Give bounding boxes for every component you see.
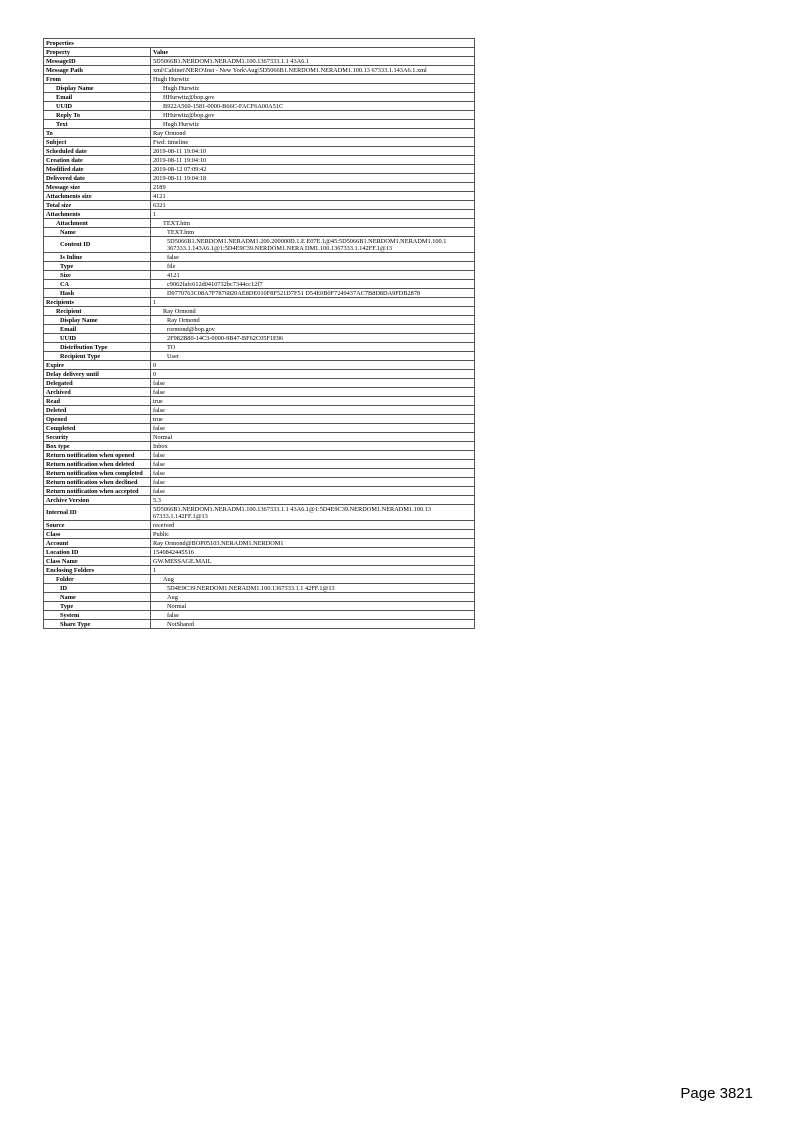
property-name: Display Name: [44, 84, 151, 93]
property-name: UUID: [44, 334, 151, 343]
property-name: Is Inline: [44, 253, 151, 262]
table-row: [44, 183, 475, 192]
table-row: [44, 201, 475, 210]
property-name: Distribution Type: [44, 343, 151, 352]
table-row: [44, 66, 475, 75]
property-value: Hugh Hurwitz: [151, 120, 475, 129]
property-name: Name: [44, 593, 151, 602]
property-name: Subject: [44, 138, 151, 147]
property-value: file: [151, 262, 475, 271]
property-name: Delegated: [44, 379, 151, 388]
property-value: false: [151, 460, 475, 469]
property-name: Text: [44, 120, 151, 129]
table-row: [44, 228, 475, 237]
property-value: GW.MESSAGE.MAIL: [151, 557, 475, 566]
property-value: TEXT.htm: [151, 228, 475, 237]
table-row: [44, 138, 475, 147]
table-row: [44, 147, 475, 156]
table-row: [44, 280, 475, 289]
table-row: [44, 129, 475, 138]
table-row: [44, 352, 475, 361]
properties-table: [43, 38, 475, 629]
property-value: 1: [151, 298, 475, 307]
table-row: [44, 237, 475, 253]
property-name: ID: [44, 584, 151, 593]
property-name: Completed: [44, 424, 151, 433]
property-name: Archive Version: [44, 496, 151, 505]
page-number: Page 3821: [680, 1085, 753, 1102]
properties-table-body: [44, 39, 475, 629]
property-value: true: [151, 415, 475, 424]
property-name: MessageID: [44, 57, 151, 66]
property-name: Delivered date: [44, 174, 151, 183]
table-row: [44, 530, 475, 539]
property-name: Security: [44, 433, 151, 442]
property-name: Scheduled date: [44, 147, 151, 156]
table-row: [44, 298, 475, 307]
property-name: Class: [44, 530, 151, 539]
table-row: [44, 611, 475, 620]
property-name: Delay delivery until: [44, 370, 151, 379]
property-name: Message size: [44, 183, 151, 192]
property-value: 5.3: [151, 496, 475, 505]
column-header-value: Value: [151, 48, 475, 57]
property-name: Box type: [44, 442, 151, 451]
table-row: [44, 165, 475, 174]
property-name: Type: [44, 602, 151, 611]
property-value: Fwd: timeline: [151, 138, 475, 147]
property-name: Account: [44, 539, 151, 548]
property-value: TO: [151, 343, 475, 352]
table-row: [44, 584, 475, 593]
property-value: 4121: [151, 271, 475, 280]
table-row: [44, 343, 475, 352]
property-value: 2019-08-11 19:04:10: [151, 156, 475, 165]
table-row: [44, 111, 475, 120]
property-value: Ray Ormond: [151, 307, 475, 316]
property-value: false: [151, 451, 475, 460]
table-row: [44, 602, 475, 611]
table-row: [44, 469, 475, 478]
property-value: Normal: [151, 433, 475, 442]
property-value: Public: [151, 530, 475, 539]
table-title-row: [44, 39, 475, 48]
table-row: [44, 192, 475, 201]
property-value: 0: [151, 370, 475, 379]
property-name: Archived: [44, 388, 151, 397]
property-value: 2019-08-11 19:04:10: [151, 147, 475, 156]
table-row: [44, 487, 475, 496]
table-row: [44, 93, 475, 102]
property-name: Name: [44, 228, 151, 237]
table-row: [44, 566, 475, 575]
property-name: Modified date: [44, 165, 151, 174]
property-name: Creation date: [44, 156, 151, 165]
property-value: TEXT.htm: [151, 219, 475, 228]
table-row: [44, 156, 475, 165]
property-name: Opened: [44, 415, 151, 424]
property-value: Ray Ormond: [151, 316, 475, 325]
property-name: Source: [44, 521, 151, 530]
property-value: false: [151, 611, 475, 620]
property-value: HHurwitz@bop.gov: [151, 93, 475, 102]
property-name: Attachments: [44, 210, 151, 219]
property-value: false: [151, 253, 475, 262]
table-row: [44, 415, 475, 424]
property-name: Return notification when declined: [44, 478, 151, 487]
property-value: 4121: [151, 192, 475, 201]
table-row: [44, 539, 475, 548]
property-value: B922A560-1581-0000-B66C-FACF6A00A51C: [151, 102, 475, 111]
table-row: [44, 424, 475, 433]
property-value: Ray Ormond@BOP05103.NERADM1.NERDOM1: [151, 539, 475, 548]
property-name: Hash: [44, 289, 151, 298]
table-row: [44, 210, 475, 219]
table-row: [44, 593, 475, 602]
table-row: [44, 406, 475, 415]
property-name: Message Path: [44, 66, 151, 75]
property-name: Folder: [44, 575, 151, 584]
property-name: Reply To: [44, 111, 151, 120]
property-name: Email: [44, 325, 151, 334]
property-value: false: [151, 424, 475, 433]
property-name: Type: [44, 262, 151, 271]
table-row: [44, 75, 475, 84]
table-row: [44, 370, 475, 379]
property-name: Size: [44, 271, 151, 280]
table-row: [44, 307, 475, 316]
table-row: [44, 460, 475, 469]
table-row: [44, 271, 475, 280]
property-value: 6321: [151, 201, 475, 210]
table-row: [44, 442, 475, 451]
property-value: Aug: [151, 575, 475, 584]
property-value: Hugh Hurwitz: [151, 75, 475, 84]
property-value: 5D5066B1.NERDOM1.NERADM1.100.1367333.1.1 43A6.1@1:5D4E9C39.NERDOM1.NERADM1.100.13 67333.1.142FF.1@13: [151, 505, 475, 521]
property-name: Attachments size: [44, 192, 151, 201]
property-value: 5D5066B1.NERDOM1.NERADM1.100.1367333.1.1 43A6.1: [151, 57, 475, 66]
property-name: Enclosing Folders: [44, 566, 151, 575]
table-row: [44, 557, 475, 566]
property-value: Ray Ormond: [151, 129, 475, 138]
property-value: false: [151, 469, 475, 478]
property-name: Internal ID: [44, 505, 151, 521]
table-row: [44, 120, 475, 129]
property-name: Content ID: [44, 237, 151, 253]
table-row: [44, 57, 475, 66]
table-row: [44, 219, 475, 228]
property-value: 1: [151, 566, 475, 575]
property-name: Return notification when opened: [44, 451, 151, 460]
property-value: c9062fafc612d0410732bc7344cc12f7: [151, 280, 475, 289]
table-row: [44, 397, 475, 406]
property-name: Attachment: [44, 219, 151, 228]
table-row: [44, 361, 475, 370]
property-value: rormond@bop.gov: [151, 325, 475, 334]
property-value: HHurwitz@bop.gov: [151, 111, 475, 120]
property-value: User: [151, 352, 475, 361]
table-row: [44, 388, 475, 397]
property-name: To: [44, 129, 151, 138]
property-value: xml\Cabinet\NERO\Inst - New York\Aug\5D5066B1.NERDOM1.NERADM1.100.13 67333.1.143A6.1.xml: [151, 66, 475, 75]
property-value: Aug: [151, 593, 475, 602]
property-value: NotShared: [151, 620, 475, 629]
property-value: false: [151, 379, 475, 388]
property-name: Recipient Type: [44, 352, 151, 361]
table-header-row: [44, 48, 475, 57]
property-name: Location ID: [44, 548, 151, 557]
property-value: false: [151, 487, 475, 496]
property-value: 1: [151, 210, 475, 219]
table-row: [44, 289, 475, 298]
table-row: [44, 620, 475, 629]
property-name: Display Name: [44, 316, 151, 325]
table-row: [44, 451, 475, 460]
property-name: From: [44, 75, 151, 84]
property-name: Read: [44, 397, 151, 406]
property-value: false: [151, 478, 475, 487]
property-value: Normal: [151, 602, 475, 611]
table-title: Properties: [44, 39, 475, 48]
property-name: System: [44, 611, 151, 620]
table-row: [44, 575, 475, 584]
column-header-property: Property: [44, 48, 151, 57]
property-value: Inbox: [151, 442, 475, 451]
table-row: [44, 174, 475, 183]
table-row: [44, 548, 475, 557]
table-row: [44, 262, 475, 271]
table-row: [44, 316, 475, 325]
table-row: [44, 496, 475, 505]
property-value: 2F982B80-14C3-0000-9B47-BF62C05F1E96: [151, 334, 475, 343]
property-value: D9770763C08A7F7876820AE8DE010F8F521D7F51 D54E0B0F7249437AC7B8D8DA9FDB2878: [151, 289, 475, 298]
property-value: 5D5066B1.NERDOM1.NERADM1.200.200000D.1.E E07E.1@45:5D5066B1.NERDOM1.NERADM1.100.1 367333.1.143A6.1@1:5D4E9C39.NERDOM1.NERA DM1.100.1367333.1.142FF.1@13: [151, 237, 475, 253]
property-value: 0: [151, 361, 475, 370]
property-name: Deleted: [44, 406, 151, 415]
table-row: [44, 433, 475, 442]
property-value: 2019-08-12 07:09:42: [151, 165, 475, 174]
property-name: Return notification when deleted: [44, 460, 151, 469]
property-name: Share Type: [44, 620, 151, 629]
table-row: [44, 505, 475, 521]
property-name: Recipient: [44, 307, 151, 316]
property-name: Return notification when accepted: [44, 487, 151, 496]
property-value: 2189: [151, 183, 475, 192]
table-row: [44, 478, 475, 487]
property-value: false: [151, 388, 475, 397]
property-name: Recipients: [44, 298, 151, 307]
property-value: 1540842445516: [151, 548, 475, 557]
property-value: received: [151, 521, 475, 530]
property-name: Expire: [44, 361, 151, 370]
property-name: Class Name: [44, 557, 151, 566]
table-row: [44, 379, 475, 388]
property-value: 2019-08-11 19:04:18: [151, 174, 475, 183]
property-name: UUID: [44, 102, 151, 111]
property-value: 5D4E9C39.NERDOM1.NERADM1.100.1367333.1.1 42FF.1@13: [151, 584, 475, 593]
property-name: Total size: [44, 201, 151, 210]
table-row: [44, 102, 475, 111]
table-row: [44, 325, 475, 334]
property-name: Email: [44, 93, 151, 102]
table-row: [44, 334, 475, 343]
property-value: false: [151, 406, 475, 415]
property-name: Return notification when completed: [44, 469, 151, 478]
table-row: [44, 253, 475, 262]
property-name: CA: [44, 280, 151, 289]
property-value: true: [151, 397, 475, 406]
property-value: Hugh Hurwitz: [151, 84, 475, 93]
table-row: [44, 84, 475, 93]
table-row: [44, 521, 475, 530]
